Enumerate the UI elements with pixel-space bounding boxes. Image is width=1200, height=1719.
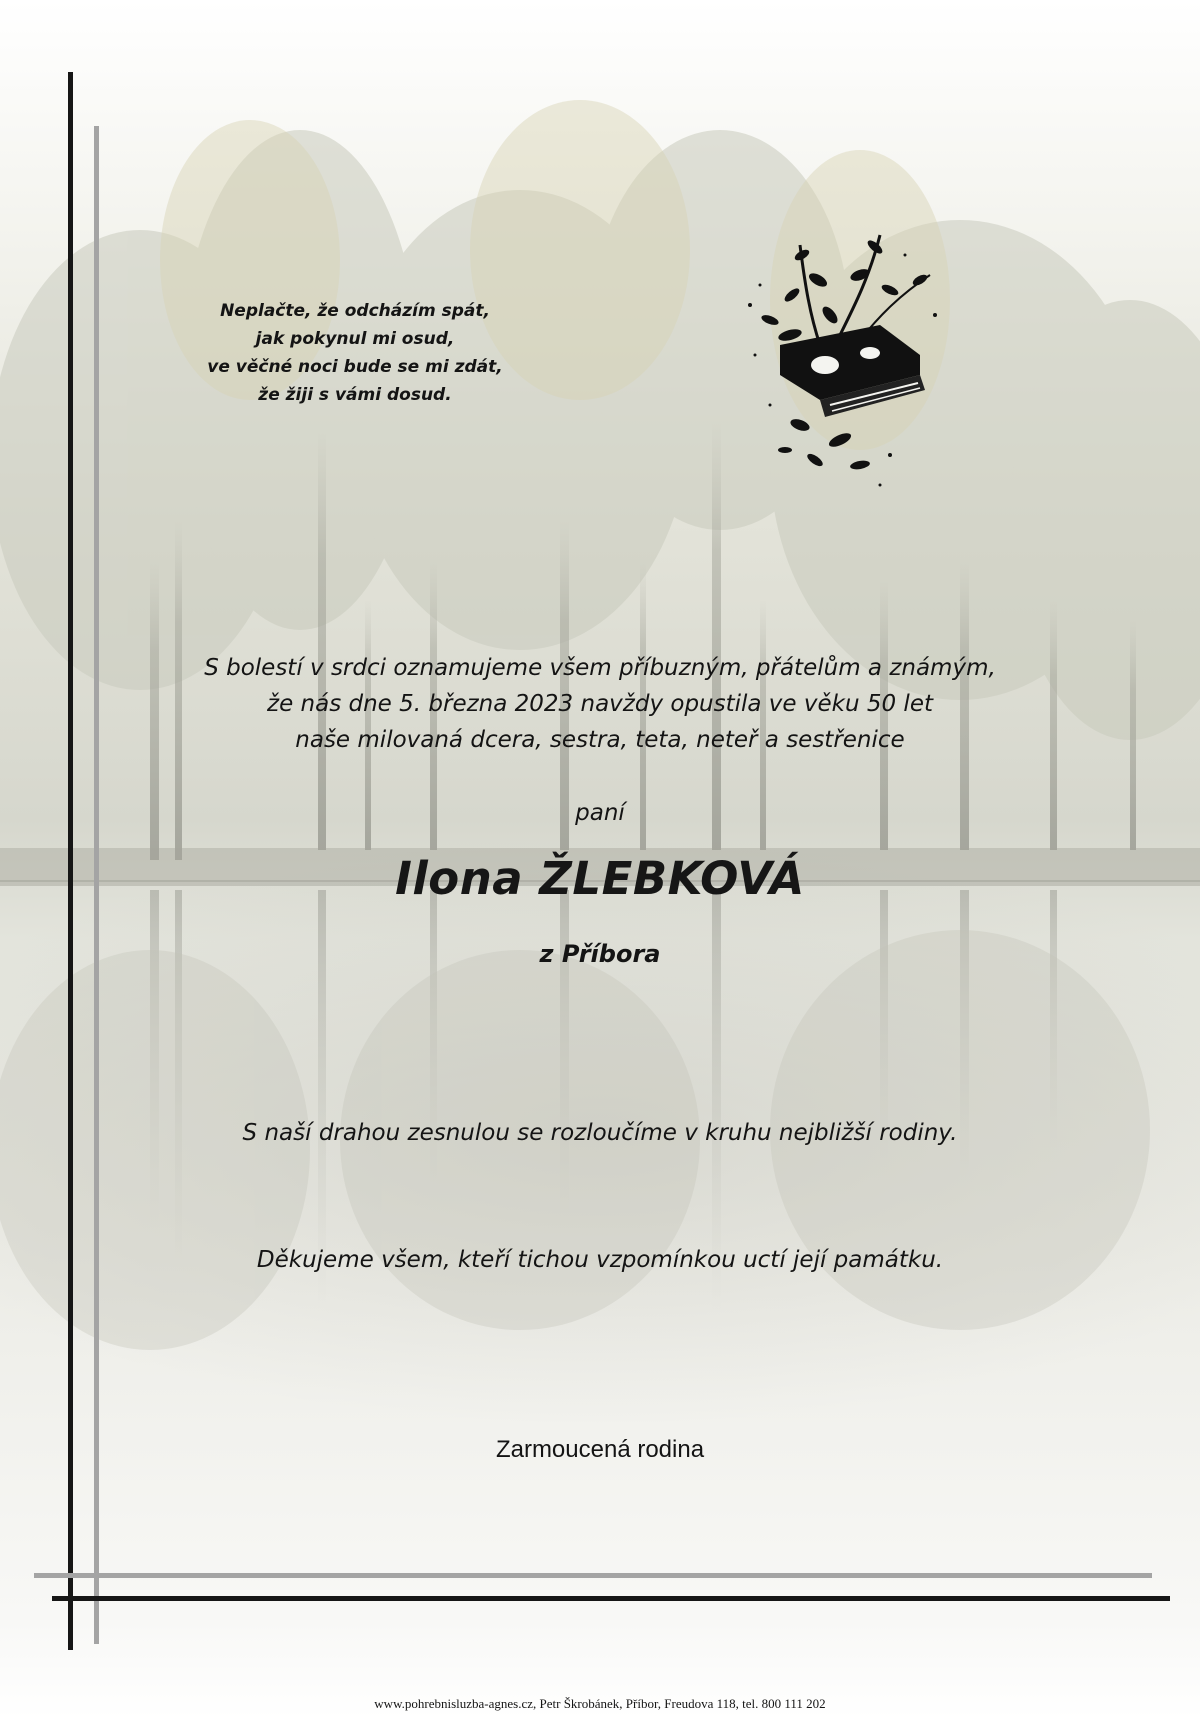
announcement-line: že nás dne 5. března 2023 navždy opustila ve věku 50 let xyxy=(267,691,933,717)
frame-line-vertical-dark xyxy=(68,72,73,1650)
signature: Zarmoucená rodina xyxy=(495,1436,705,1463)
announcement-line: S bolestí v srdci oznamujeme všem příbuzným, přátelům a známým, xyxy=(204,655,996,681)
deceased-name: Ilona ŽLEBKOVÁ xyxy=(395,852,805,905)
frame-line-horizontal-dark xyxy=(52,1596,1170,1601)
footer-contact: www.pohrebnisluzba-agnes.cz, Petr Škrobánek, Příbor, Freudova 118, tel. 800 111 202 xyxy=(374,1696,826,1711)
poem-line: jak pokynul mi osud, xyxy=(255,329,455,349)
book-with-flowers-icon xyxy=(730,225,950,495)
announcement-line: naše milovaná dcera, sestra, teta, neteř a sestřenice xyxy=(295,727,905,753)
farewell-text: S naší drahou zesnulou se rozloučíme v kruhu nejbližší rodiny. xyxy=(242,1120,958,1146)
poem-line: že žiji s vámi dosud. xyxy=(258,385,452,405)
poem xyxy=(205,297,505,409)
deceased-title: paní xyxy=(575,800,625,826)
thanks-text: Děkujeme všem, kteří tichou vzpomínkou uctí její památku. xyxy=(256,1247,944,1273)
announcement xyxy=(100,650,1100,758)
poem-line: Neplačte, že odcházím spát, xyxy=(220,301,490,321)
frame-line-vertical-grey xyxy=(94,126,99,1644)
frame-line-horizontal-grey xyxy=(34,1573,1152,1578)
poem-line: ve věčné noci bude se mi zdát, xyxy=(207,357,503,377)
deceased-origin: z Příbora xyxy=(539,940,661,968)
